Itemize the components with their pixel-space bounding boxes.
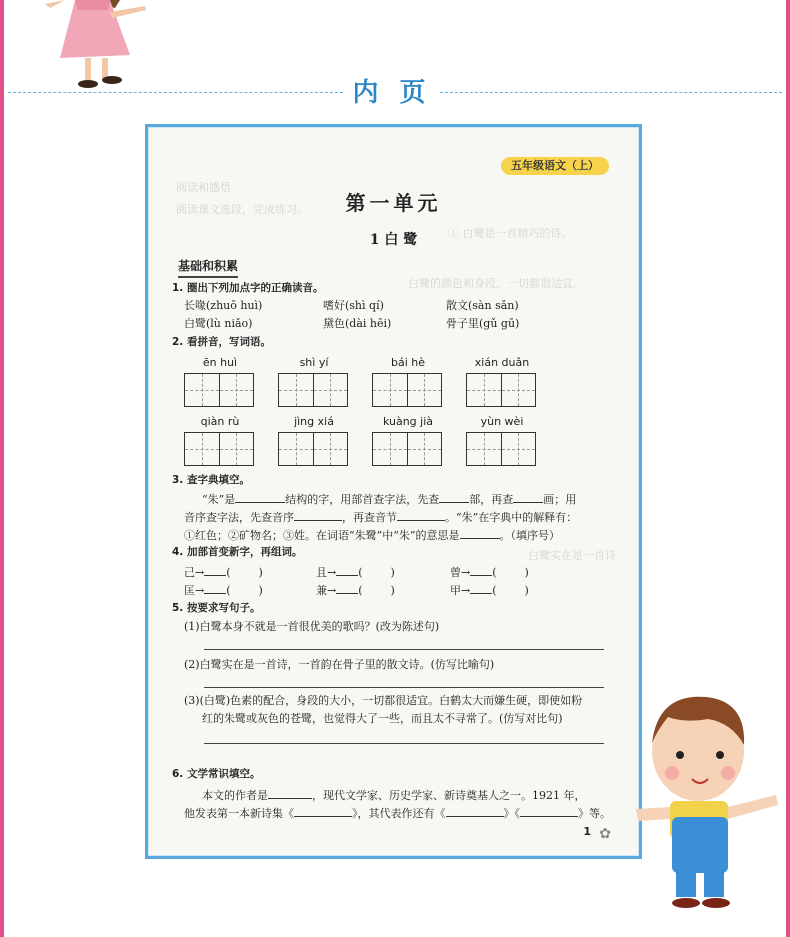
q5-sentence-3a: (3)(白鹭)色素的配合，身段的大小，一切都很适宜。白鹤太大而嫌生硬，即使如粉 <box>184 694 583 707</box>
q6-line-1: 本文的作者是 ，现代文学家、历史学家、新诗奠基人之一。1921 年， <box>202 789 586 802</box>
girl-illustration <box>30 0 150 95</box>
pinyin-label: bái hè <box>390 356 425 369</box>
writing-grid[interactable] <box>184 432 254 466</box>
writing-grid[interactable] <box>184 373 254 407</box>
question-4-title: 4. 加部首变新字，再组词。 <box>172 546 303 558</box>
lesson-title: 1 白 鹭 <box>369 232 418 248</box>
answer-line[interactable] <box>204 687 604 688</box>
question-2-title: 2. 看拼音，写词语。 <box>172 336 271 348</box>
right-frame-border <box>786 0 790 937</box>
bleed-through-text: 白鹭实在是一首诗 <box>528 549 616 562</box>
divider-right <box>440 92 782 93</box>
q1-item: 嗜好(shì qí) <box>323 299 384 312</box>
workbook-page <box>145 124 642 859</box>
q1-item: 骨子里(gǔ gū) <box>446 317 520 330</box>
q4-item: 曾→ ( ) <box>450 566 529 579</box>
bleed-through-text: 白鹭的颜色和身段，一切都很适宜。 <box>408 277 584 290</box>
writing-grid[interactable] <box>372 432 442 466</box>
q1-item: 长喙(zhuō huì) <box>184 299 263 312</box>
pinyin-label: kuàng jià <box>382 415 434 428</box>
writing-grid[interactable] <box>278 373 348 407</box>
pinyin-label: shì yí <box>299 356 329 369</box>
writing-grid[interactable] <box>466 432 536 466</box>
bleed-through-text: 阅读和感悟 <box>176 181 231 194</box>
q4-item: 兼→ ( ) <box>316 584 395 597</box>
q6-line-2: 他发表第一本新诗集《 》，其代表作还有《 》《 》等。 <box>184 807 611 820</box>
bleed-through-text: 阅读课文选段，完成练习。 <box>176 203 308 216</box>
bleed-through-text: ① 白鹭是一首精巧的诗。 <box>448 227 573 240</box>
q4-item: 匡→ ( ) <box>184 584 263 597</box>
unit-title: 第一单元 <box>345 191 442 215</box>
pinyin-label: ēn huì <box>202 356 238 369</box>
q1-item: 黛色(dài hēi) <box>323 317 392 330</box>
pinyin-label: yùn wèi <box>480 415 524 428</box>
divider-left <box>8 92 343 93</box>
q4-item: 且→ ( ) <box>316 566 395 579</box>
question-5-title: 5. 按要求写句子。 <box>172 602 261 614</box>
q5-sentence-3b: 红的朱鹭或灰色的苍鹭，也觉得大了一些，而且太不寻常了。(仿写对比句) <box>202 712 563 725</box>
q1-item: 白鹭(lù niǎo) <box>184 317 253 330</box>
left-frame-border <box>0 0 4 937</box>
pinyin-label: xián duǎn <box>474 356 530 369</box>
paw-icon: ✿ <box>599 826 611 842</box>
q3-line-1: “朱”是 结构的字，用部首查字法，先查 部，再查 画；用 <box>202 493 577 506</box>
q1-item: 散文(sàn sǎn) <box>446 299 519 312</box>
section-title: 内 页 <box>352 78 432 108</box>
q5-sentence-1: (1)白鹭本身不就是一首很优美的歌吗？(改为陈述句) <box>184 620 440 633</box>
q4-item: 己→ ( ) <box>184 566 263 579</box>
question-6-title: 6. 文学常识填空。 <box>172 768 261 780</box>
grade-badge: 五年级语文（上） <box>501 157 609 175</box>
page-number: 1 <box>583 825 591 838</box>
q4-item: 甲→ ( ) <box>450 584 529 597</box>
question-1-title: 1. 圈出下列加点字的正确读音。 <box>172 282 324 294</box>
writing-grid[interactable] <box>466 373 536 407</box>
pinyin-label: jìng xiá <box>294 415 334 428</box>
question-3-title: 3. 查字典填空。 <box>172 474 250 486</box>
answer-line[interactable] <box>204 649 604 650</box>
section-heading: 基础和积累 <box>178 257 238 278</box>
writing-grid[interactable] <box>278 432 348 466</box>
q3-line-3: ①红色；②矿物名；③姓。在词语“朱鹭”中“朱”的意思是 。（填序号） <box>184 529 560 542</box>
q5-sentence-2: (2)白鹭实在是一首诗，一首韵在骨子里的散文诗。(仿写比喻句) <box>184 658 495 671</box>
answer-line[interactable] <box>204 743 604 744</box>
boy-illustration <box>628 683 783 918</box>
pinyin-label: qiàn rù <box>200 415 240 428</box>
writing-grid[interactable] <box>372 373 442 407</box>
q3-line-2: 音序查字法，先查音序 ，再查音节 。“朱”在字典中的解释有： <box>184 511 578 524</box>
